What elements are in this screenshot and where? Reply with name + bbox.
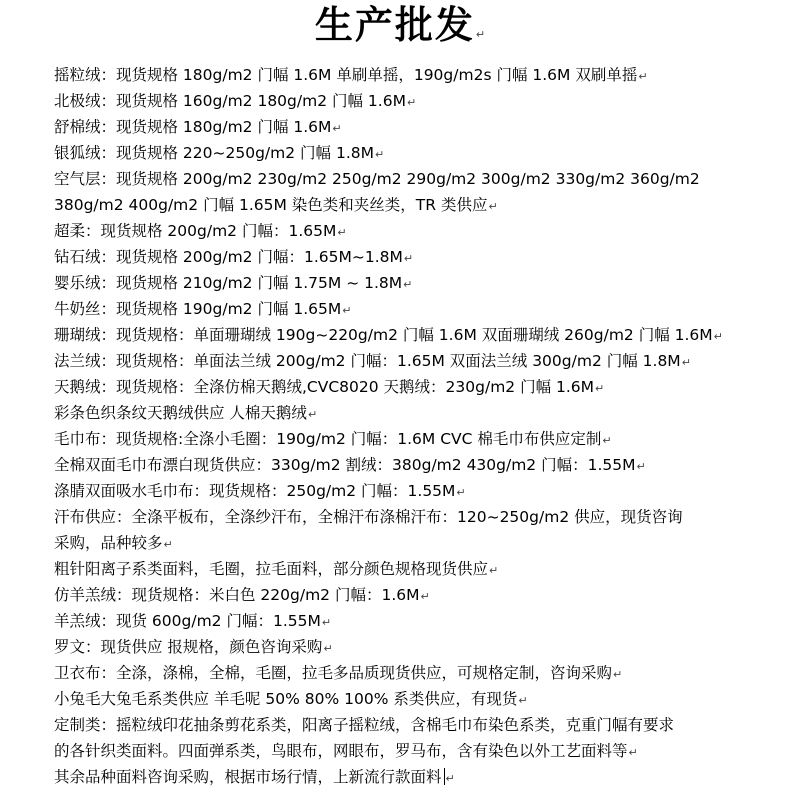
text-line: 牛奶丝：现货规格 190g/m2 门幅 1.65M↵ — [54, 300, 352, 318]
text-line: 仿羊羔绒：现货规格：米白色 220g/m2 门幅：1.6M↵ — [54, 586, 430, 604]
text-line: 摇粒绒：现货规格 180g/m2 门幅 1.6M 单刷单摇，190g/m2s 门幅 1.6M 双刷单摇↵ — [54, 66, 648, 84]
paragraph-mark-icon: ↵ — [713, 330, 723, 343]
paragraph-mark-icon: ↵ — [420, 590, 430, 603]
paragraph-mark-icon: ↵ — [403, 278, 413, 291]
paragraph-mark-icon: ↵ — [321, 616, 332, 629]
text-line: 采购，品种较多↵ — [54, 534, 173, 552]
text-line: 涤腈双面吸水毛巾布：现货规格：250g/m2 门幅：1.55M↵ — [54, 482, 466, 500]
text-line: 定制类：摇粒绒印花抽条剪花系类，阳离子摇粒绒，含棉毛巾布染色系类，克重门幅有要求 — [54, 716, 675, 734]
paragraph-mark-icon: ↵ — [488, 200, 498, 213]
text-line: 小兔毛大兔毛系类供应 羊毛呢 50% 80% 100% 系类供应，有现货↵ — [54, 690, 528, 708]
paragraph-mark-icon: ↵ — [374, 148, 385, 161]
text-line: 银狐绒：现货规格 220~250g/m2 门幅 1.8M↵ — [54, 144, 385, 162]
paragraph-mark-icon: ↵ — [595, 382, 605, 395]
text-line: 全棉双面毛巾布漂白现货供应：330g/m2 割绒：380g/m2 430g/m2 门幅：1.55M↵ — [54, 456, 646, 474]
text-line: 的各针织类面料。四面弹系类，鸟眼布，网眼布，罗马布，含有染色以外工艺面料等↵ — [54, 742, 638, 760]
paragraph-mark-icon: ↵ — [638, 70, 648, 83]
text-line: 法兰绒：现货规格：单面法兰绒 200g/m2 门幅：1.65M 双面法兰绒 300g/m2 门幅 1.8M↵ — [54, 352, 691, 370]
text-line: 婴乐绒：现货规格 210g/m2 门幅 1.75M ~ 1.8M↵ — [54, 274, 413, 292]
paragraph-mark-icon: ↵ — [445, 772, 455, 785]
document-body[interactable] — [54, 62, 760, 790]
paragraph-mark-icon: ↵ — [602, 434, 612, 447]
paragraph-mark-icon: ↵ — [456, 486, 466, 499]
text-line: 空气层：现货规格 200g/m2 230g/m2 250g/m2 290g/m2 300g/m2 330g/m2 360g/m2 — [54, 170, 700, 188]
paragraph-mark-icon: ↵ — [323, 642, 333, 655]
paragraph-mark-icon: ↵ — [475, 28, 486, 41]
text-line: 彩条色织条纹天鹅绒供应 人棉天鹅绒↵ — [54, 404, 318, 422]
text-line: 380g/m2 400g/m2 门幅 1.65M 染色类和夹丝类，TR 类供应↵ — [54, 196, 498, 214]
paragraph-mark-icon: ↵ — [636, 460, 646, 473]
text-line: 粗针阳离子系类面料，毛圈，拉毛面料，部分颜色规格现货供应↵ — [54, 560, 499, 578]
text-line: 北极绒：现货规格 160g/m2 180g/m2 门幅 1.6M↵ — [54, 92, 417, 110]
text-line: 羊羔绒：现货 600g/m2 门幅：1.55M↵ — [54, 612, 332, 630]
text-cursor — [444, 768, 445, 785]
text-line: 卫衣布：全涤，涤棉，全棉，毛圈，拉毛多品质现货供应，可规格定制，咨询采购↵ — [54, 664, 623, 682]
text-line: 钻石绒：现货规格 200g/m2 门幅：1.65M~1.8M↵ — [54, 248, 414, 266]
paragraph-mark-icon: ↵ — [518, 694, 528, 707]
paragraph-mark-icon: ↵ — [307, 408, 318, 421]
text-line: 超柔：现货规格 200g/m2 门幅：1.65M↵ — [54, 222, 347, 240]
paragraph-mark-icon: ↵ — [489, 564, 499, 577]
paragraph-mark-icon: ↵ — [613, 668, 623, 681]
paragraph-mark-icon: ↵ — [342, 304, 352, 317]
paragraph-mark-icon: ↵ — [332, 122, 342, 135]
paragraph-mark-icon: ↵ — [163, 538, 173, 551]
text-line: 天鹅绒：现货规格：全涤仿棉天鹅绒,CVC8020 天鹅绒：230g/m2 门幅 1.6M↵ — [54, 378, 605, 396]
text-line: 汗布供应：全涤平板布，全涤纱汗布，全棉汗布涤棉汗布：120~250g/m2 供应，现货咨询 — [54, 508, 683, 526]
text-line: 其余品种面料咨询采购，根据市场行情，上新流行款面料 ↵ — [54, 768, 455, 786]
paragraph-mark-icon: ↵ — [628, 746, 638, 759]
page-title: 生产批发↵ — [314, 3, 486, 47]
text-line: 舒棉绒：现货规格 180g/m2 门幅 1.6M↵ — [54, 118, 342, 136]
paragraph-mark-icon: ↵ — [337, 226, 347, 239]
text-line: 罗文：现货供应 报规格，颜色咨询采购↵ — [54, 638, 333, 656]
text-line: 珊瑚绒：现货规格：单面珊瑚绒 190g~220g/m2 门幅 1.6M 双面珊瑚绒 260g/m2 门幅 1.6M↵ — [54, 326, 723, 344]
text-line: 毛巾布：现货规格:全涤小毛圈：190g/m2 门幅：1.6M CVC 棉毛巾布供应定制↵ — [54, 430, 612, 448]
paragraph-mark-icon: ↵ — [681, 356, 691, 369]
paragraph-mark-icon: ↵ — [406, 96, 417, 109]
paragraph-mark-icon: ↵ — [403, 252, 414, 265]
